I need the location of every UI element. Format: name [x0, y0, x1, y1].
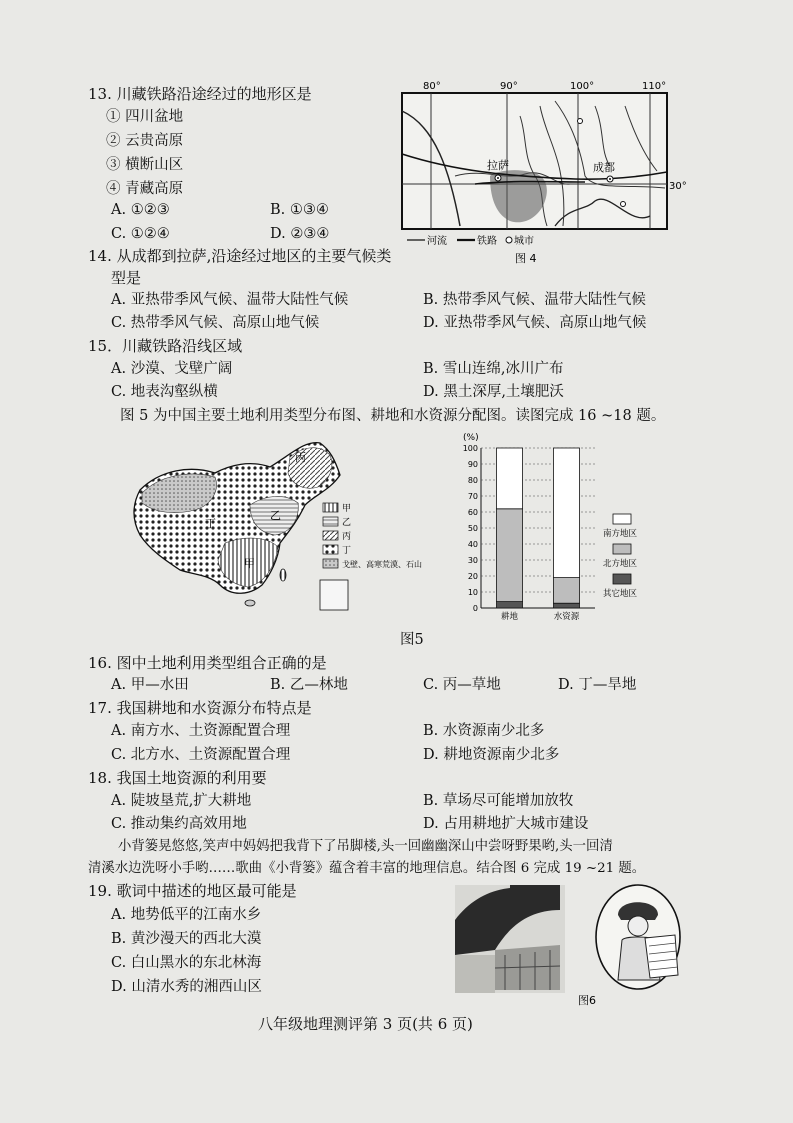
q19-stem: 19. 歌词中描述的地区最可能是: [88, 882, 297, 900]
q14-option-b[interactable]: B. 热带季风气候、温带大陆性气候: [423, 292, 646, 308]
chart-y-tick-label: 30: [467, 556, 478, 565]
q13-option-b[interactable]: B. ①③④: [270, 202, 329, 218]
q18-option-c[interactable]: C. 推动集约高效用地: [111, 816, 247, 832]
chart-y-tick-label: 0: [472, 604, 478, 613]
q17-option-d[interactable]: D. 耕地资源南少北多: [423, 747, 560, 763]
lat-30-label: 30°: [669, 181, 687, 192]
lon-110-label: 110°: [642, 81, 667, 92]
q17-stem: 17. 我国耕地和水资源分布特点是: [88, 699, 312, 717]
q16-option-a[interactable]: A. 甲—水田: [111, 677, 189, 693]
chart-bar-segment: [554, 448, 580, 578]
intro-16-18: 图 5 为中国主要土地利用类型分布图、耕地和水资源分配图。读图完成 16 ~18 题。: [120, 408, 666, 424]
lon-80-label: 80°: [423, 81, 441, 92]
figure-5-caption: 图5: [400, 632, 424, 648]
q13-item-4: ④ 青藏高原: [106, 181, 184, 197]
chart-y-tick-label: 80: [467, 476, 478, 485]
q14-option-a[interactable]: A. 亚热带季风气候、温带大陆性气候: [111, 292, 349, 308]
chart-y-tick-label: 100: [462, 444, 478, 453]
south-china-sea-inset: [320, 580, 348, 610]
q13-option-d[interactable]: D. ②③④: [270, 226, 330, 242]
chart-y-tick-label: 40: [467, 540, 478, 549]
q18-option-d[interactable]: D. 占用耕地扩大城市建设: [423, 816, 589, 832]
chart-y-tick-label: 60: [467, 508, 478, 517]
lon-100-label: 100°: [570, 81, 595, 92]
lon-90-label: 90°: [500, 81, 518, 92]
q19-option-c[interactable]: C. 白山黑水的东北林海: [111, 955, 262, 971]
chart-y-tick-label: 10: [467, 588, 478, 597]
legend-gobi: 戈壁、高寒荒漠、石山: [342, 560, 422, 569]
q15-option-c[interactable]: C. 地表沟壑纵横: [111, 384, 218, 400]
chart-y-tick-label: 50: [467, 524, 478, 533]
legend-bing: 丙: [342, 532, 352, 542]
legend-ding: 丁: [342, 546, 352, 556]
chart-legend-label: 北方地区: [603, 559, 638, 569]
q19-option-a[interactable]: A. 地势低平的江南水乡: [111, 907, 262, 923]
chart-x-tick-label: 耕地: [500, 612, 519, 622]
chart-legend-label: 其它地区: [603, 589, 638, 599]
legend-city: 城市: [514, 236, 534, 247]
q17-option-b[interactable]: B. 水资源南少北多: [423, 723, 545, 739]
q13-item-2: ② 云贵高原: [106, 133, 184, 149]
legend-jia: 甲: [342, 504, 352, 514]
chart-bar-segment: [554, 603, 580, 608]
chart-bar-segment: [554, 578, 580, 604]
q13-item-3: ③ 横断山区: [106, 157, 184, 173]
q18-option-a[interactable]: A. 陡坡垦荒,扩大耕地: [111, 793, 252, 809]
q16-stem: 16. 图中土地利用类型组合正确的是: [88, 654, 327, 672]
chart-legend-label: 南方地区: [603, 529, 638, 539]
chart-bar-segment: [497, 448, 523, 509]
chart-y-tick-label: 20: [467, 572, 478, 581]
figure-5-stacked-bar-chart: [455, 428, 670, 628]
q16-option-d[interactable]: D. 丁—旱地: [558, 677, 637, 693]
q17-option-c[interactable]: C. 北方水、土资源配置合理: [111, 747, 291, 763]
chart-y-tick-label: 70: [467, 492, 478, 501]
woman-with-basket-image: [596, 885, 680, 989]
q15-stem: 15．川藏铁路沿线区域: [88, 337, 243, 355]
figure-4-map: [395, 76, 695, 266]
figure-6-caption: 图6: [578, 994, 596, 1007]
q13-item-1: ① 四川盆地: [106, 109, 184, 125]
q19-option-d[interactable]: D. 山清水秀的湘西山区: [111, 979, 262, 995]
q13-stem: 13. 川藏铁路沿途经过的地形区是: [88, 85, 312, 103]
q13-option-a[interactable]: A. ①②③: [111, 202, 170, 218]
chart-bar-segment: [497, 509, 523, 602]
q18-stem: 18. 我国土地资源的利用要: [88, 769, 267, 787]
figure-4-caption: 图 4: [515, 252, 537, 265]
q15-option-b[interactable]: B. 雪山连绵,冰川广布: [423, 361, 564, 377]
legend-yi: 乙: [342, 518, 352, 528]
song-passage-line1: 小背篓晃悠悠,笑声中妈妈把我背下了吊脚楼,头一回幽幽深山中尝呀野果哟,头一回清: [118, 839, 613, 854]
chart-x-tick-label: 水资源: [553, 612, 580, 622]
q16-option-c[interactable]: C. 丙—草地: [423, 677, 501, 693]
q13-option-c[interactable]: C. ①②④: [111, 226, 170, 242]
chart-legend-swatch: [613, 514, 631, 524]
q14-option-c[interactable]: C. 热带季风气候、高原山地气候: [111, 315, 320, 331]
q15-option-a[interactable]: A. 沙漠、戈壁广阔: [111, 361, 233, 377]
q19-option-b[interactable]: B. 黄沙漫天的西北大漠: [111, 931, 262, 947]
lhasa-label: 拉萨: [487, 159, 509, 172]
figure-6-illustrations: [450, 880, 690, 1010]
chart-bar-segment: [497, 602, 523, 608]
region-jia-label: 甲: [244, 557, 255, 570]
chengdu-label: 成都: [593, 161, 615, 174]
q16-option-b[interactable]: B. 乙—林地: [270, 677, 348, 693]
legend-railway: 铁路: [477, 236, 497, 247]
stilt-house-image: [455, 885, 565, 993]
song-passage-line2: 清溪水边洗呀小手哟……歌曲《小背篓》蕴含着丰富的地理信息。结合图 6 完成 19 ~21 题。: [88, 861, 646, 876]
q17-option-a[interactable]: A. 南方水、土资源配置合理: [111, 723, 291, 739]
region-yi-label: 乙: [270, 509, 281, 522]
page-footer: 八年级地理测评第 3 页(共 6 页): [258, 1015, 473, 1033]
region-bing-label: 丙: [295, 451, 306, 464]
q18-option-b[interactable]: B. 草场尽可能增加放牧: [423, 793, 574, 809]
region-ding-label: 丁: [205, 517, 216, 530]
chart-y-tick-label: 90: [467, 460, 478, 469]
q14-option-d[interactable]: D. 亚热带季风气候、高原山地气候: [423, 315, 647, 331]
q15-option-d[interactable]: D. 黑土深厚,土壤肥沃: [423, 384, 564, 400]
q14-stem-line2: 型是: [111, 269, 142, 287]
q14-stem-line1: 14. 从成都到拉萨,沿途经过地区的主要气候类: [88, 247, 392, 265]
figure-5-china-land-use-map: [120, 435, 460, 620]
chart-legend-swatch: [613, 544, 631, 554]
chart-legend-swatch: [613, 574, 631, 584]
chart-ylabel: (%): [463, 433, 479, 443]
legend-river: 河流: [427, 236, 447, 247]
